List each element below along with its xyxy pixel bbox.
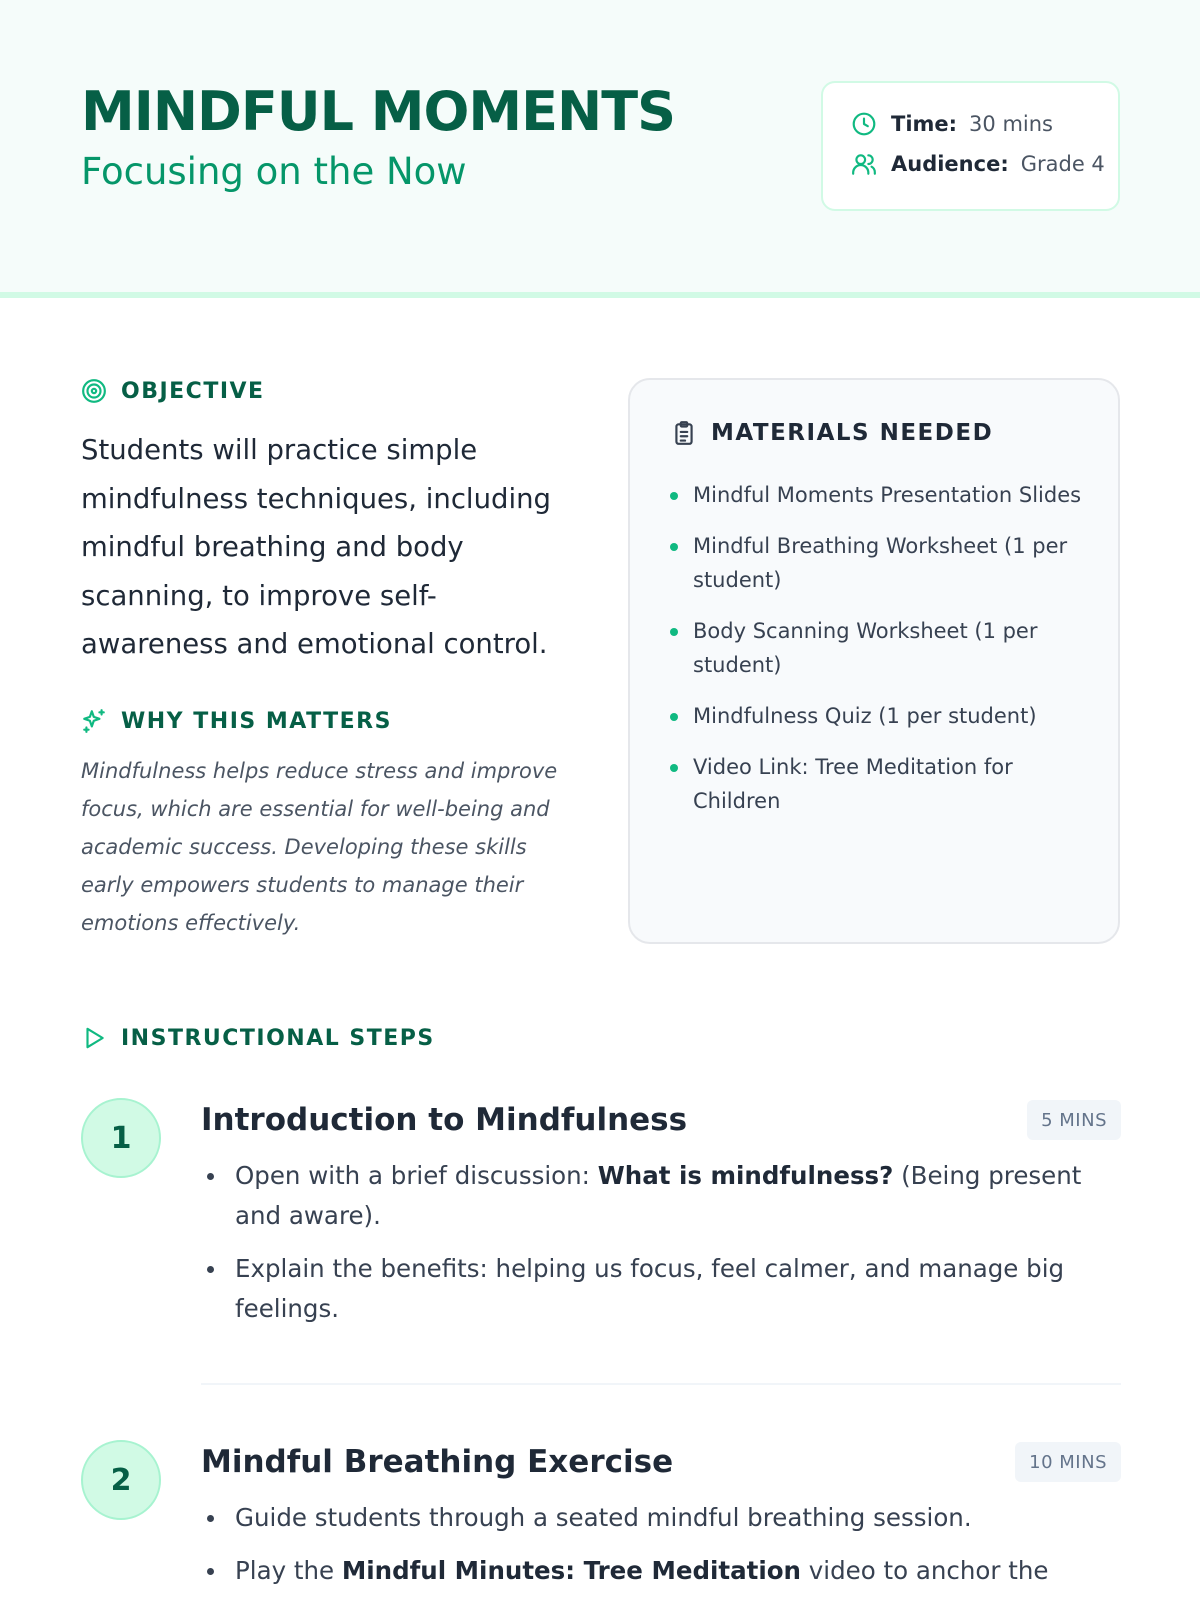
steps-heading-label: INSTRUCTIONAL STEPS: [121, 1025, 435, 1051]
objective-heading-label: OBJECTIVE: [121, 378, 265, 404]
material-item: Mindful Moments Presentation Slides: [670, 478, 1090, 512]
lesson-subtitle: Focusing on the Now: [81, 150, 467, 193]
step-bullets: [201, 1156, 1101, 1342]
step-duration-badge: 5 MINS: [1027, 1100, 1121, 1140]
objective-heading: [81, 378, 265, 404]
materials-list: [670, 478, 1090, 835]
step-duration-badge: 10 MINS: [1015, 1442, 1121, 1482]
play-icon: [81, 1025, 107, 1051]
material-item: Mindfulness Quiz (1 per student): [670, 699, 1090, 733]
lesson-meta-card: [821, 81, 1120, 211]
step-bullet: Guide students through a seated mindful breathing session.: [201, 1498, 1101, 1538]
time-value: 30 mins: [969, 112, 1053, 136]
step-bullet: Open with a brief discussion: What is mindfulness? (Being present and aware).: [201, 1156, 1101, 1236]
audience-label: Audience:: [891, 152, 1009, 176]
users-icon: [851, 151, 877, 177]
time-label: Time:: [891, 112, 958, 136]
time-row: [851, 111, 1053, 137]
objective-text: Students will practice simple mindfulness techniques, including mindful breathing and body scanning, to improve self-awareness and emotional control.: [81, 434, 551, 660]
material-item: Mindful Breathing Worksheet (1 per student): [670, 529, 1090, 597]
lesson-header: [0, 0, 1200, 298]
materials-heading: [671, 420, 993, 446]
why-heading-label: WHY THIS MATTERS: [121, 708, 392, 734]
material-item: Video Link: Tree Meditation for Children: [670, 750, 1090, 818]
materials-heading-label: MATERIALS NEEDED: [711, 420, 994, 446]
step-title: Introduction to Mindfulness: [201, 1102, 688, 1138]
why-text: Mindfulness helps reduce stress and improve focus, which are essential for well-being and academic success. Developing these skills early empowers students to manage their emotions effectively.: [81, 759, 558, 935]
step-title: Mindful Breathing Exercise: [201, 1444, 674, 1480]
step-bullet: Play the Mindful Minutes: Tree Meditation video to anchor the: [201, 1551, 1101, 1591]
materials-card: [628, 378, 1120, 944]
audience-row: [851, 151, 1105, 177]
lesson-title: MINDFUL MOMENTS: [81, 80, 675, 143]
step-bullet: Explain the benefits: helping us focus, feel calmer, and manage big feelings.: [201, 1249, 1101, 1329]
audience-value: Grade 4: [1020, 152, 1105, 176]
step-number: 1: [81, 1098, 161, 1178]
sparkles-icon: [81, 708, 107, 734]
clock-icon: [851, 111, 877, 137]
step-number: 2: [81, 1440, 161, 1520]
why-heading: [81, 708, 392, 734]
step-divider: [201, 1383, 1121, 1385]
clipboard-icon: [671, 420, 697, 446]
step-bullets: [201, 1498, 1101, 1600]
target-icon: [81, 378, 107, 404]
steps-heading: [81, 1025, 435, 1051]
material-item: Body Scanning Worksheet (1 per student): [670, 614, 1090, 682]
